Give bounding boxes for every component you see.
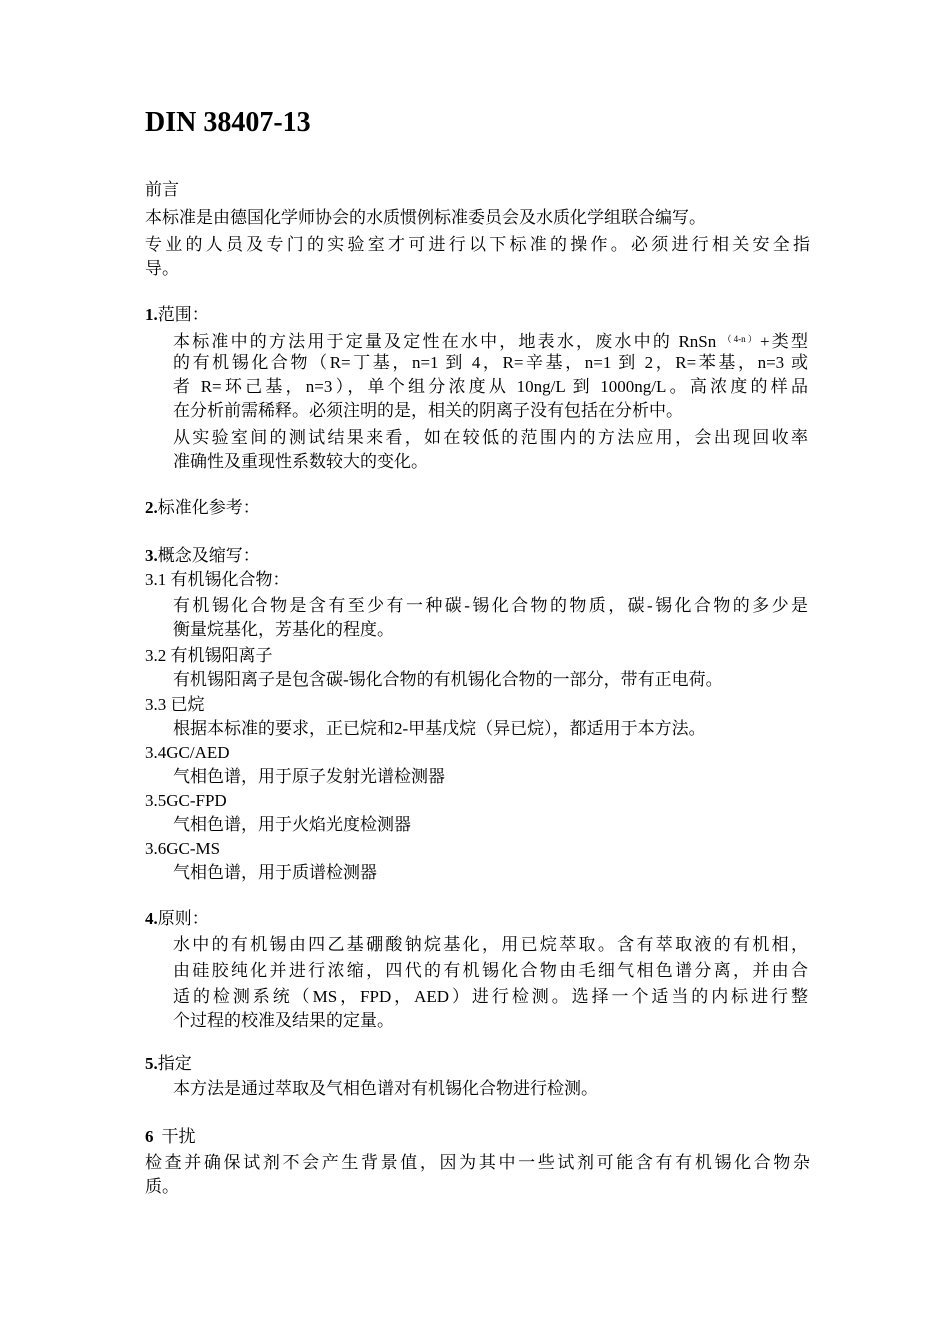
section-1-line-6: 准确性及重现性系数较大的变化。 bbox=[173, 452, 428, 471]
rnsn-superscript: （4-n） bbox=[720, 334, 760, 344]
section-4-line-3: 适的检测系统（MS，FPD，AED）进行检测。选择一个适当的内标进行整 bbox=[173, 987, 808, 1006]
definition-3-1-heading: 3.1 有机锡化合物： bbox=[145, 570, 290, 589]
section-6-heading bbox=[145, 1125, 196, 1149]
section-4-heading bbox=[145, 907, 209, 931]
section-5-line-1: 本方法是通过萃取及气相色谱对有机锡化合物进行检测。 bbox=[173, 1079, 598, 1098]
section-1-number: 1. bbox=[145, 305, 158, 324]
section-6-number: 6 bbox=[145, 1127, 154, 1146]
definition-3-4-line-1: 气相色谱，用于原子发射光谱检测器 bbox=[173, 767, 445, 786]
section-1-title: 范围： bbox=[157, 305, 209, 324]
section-1-heading bbox=[145, 303, 209, 327]
preface-paragraph-1: 本标准是由德国化学师协会的水质惯例标准委员会及水质化学组联合编写。 bbox=[145, 208, 706, 227]
section-1-line-1-text: 本标准中的方法用于定量及定性在水中，地表水，废水中的 RnSn bbox=[173, 332, 717, 351]
definition-3-2-line-1: 有机锡阳离子是包含碳-锡化合物的有机锡化合物的一部分，带有正电荷。 bbox=[173, 670, 723, 689]
definition-3-6-line-1: 气相色谱，用于质谱检测器 bbox=[173, 863, 377, 882]
section-5-title: 指定 bbox=[157, 1054, 192, 1073]
section-6-line-1: 检查并确保试剂不会产生背景值，因为其中一些试剂可能含有有机锡化合物杂 bbox=[145, 1153, 810, 1172]
section-4-line-2: 由硅胶纯化并进行浓缩，四代的有机锡化合物由毛细气相色谱分离，并由合 bbox=[173, 961, 808, 980]
definition-3-3-heading: 3.3 已烷 bbox=[145, 695, 205, 714]
definition-3-4-heading: 3.4GC/AED bbox=[145, 743, 230, 762]
section-3-heading bbox=[145, 544, 260, 568]
section-1-line-1-suffix: +类型 bbox=[760, 332, 809, 351]
definition-3-2-heading: 3.2 有机锡阳离子 bbox=[145, 646, 273, 665]
preface-paragraph-2-line-1: 专业的人员及专门的实验室才可进行以下标准的操作。必须进行相关安全指 bbox=[145, 235, 810, 254]
section-2-number: 2. bbox=[145, 498, 158, 517]
section-5-heading bbox=[145, 1052, 192, 1076]
section-1-line-5: 从实验室间的测试结果来看，如在较低的范围内的方法应用，会出现回收率 bbox=[173, 428, 808, 447]
section-4-line-4: 个过程的校准及结果的定量。 bbox=[173, 1011, 394, 1030]
section-6-line-2: 质。 bbox=[145, 1177, 179, 1196]
definition-3-1-line-1: 有机锡化合物是含有至少有一种碳-锡化合物的物质，碳-锡化合物的多少是 bbox=[173, 596, 808, 615]
definition-3-1-line-2: 衡量烷基化，芳基化的程度。 bbox=[173, 620, 394, 639]
section-4-number: 4. bbox=[145, 909, 158, 928]
section-2-title: 标准化参考： bbox=[157, 498, 260, 517]
definition-3-3-line-1: 根据本标准的要求，正已烷和2-甲基戊烷（异已烷），都适用于本方法。 bbox=[173, 719, 706, 738]
document-title: DIN 38407-13 bbox=[145, 107, 311, 138]
preface-paragraph-2-line-2: 导。 bbox=[145, 259, 179, 278]
section-1-line-4: 在分析前需稀释。必须注明的是，相关的阴离子没有包括在分析中。 bbox=[173, 401, 683, 420]
section-1-line-2: 的有机锡化合物（R=丁基，n=1 到 4，R=辛基，n=1 到 2，R=苯基，n=3 或 bbox=[173, 353, 808, 372]
section-3-number: 3. bbox=[145, 546, 158, 565]
section-4-line-1: 水中的有机锡由四乙基硼酸钠烷基化，用已烷萃取。含有萃取液的有机相， bbox=[173, 935, 808, 954]
section-2-heading bbox=[145, 496, 260, 520]
preface-heading: 前言 bbox=[145, 180, 179, 199]
section-5-number: 5. bbox=[145, 1054, 158, 1073]
definition-3-5-heading: 3.5GC-FPD bbox=[145, 791, 227, 810]
section-4-title: 原则： bbox=[157, 909, 209, 928]
section-6-title: 干扰 bbox=[161, 1127, 196, 1146]
section-1-line-3: 者 R=环己基，n=3），单个组分浓度从 10ng/L 到 1000ng/L。高浓度的样品 bbox=[173, 377, 808, 396]
definition-3-6-heading: 3.6GC-MS bbox=[145, 839, 221, 858]
definition-3-5-line-1: 气相色谱，用于火焰光度检测器 bbox=[173, 815, 411, 834]
section-1-line-1 bbox=[173, 327, 808, 354]
section-3-title: 概念及缩写： bbox=[157, 546, 260, 565]
